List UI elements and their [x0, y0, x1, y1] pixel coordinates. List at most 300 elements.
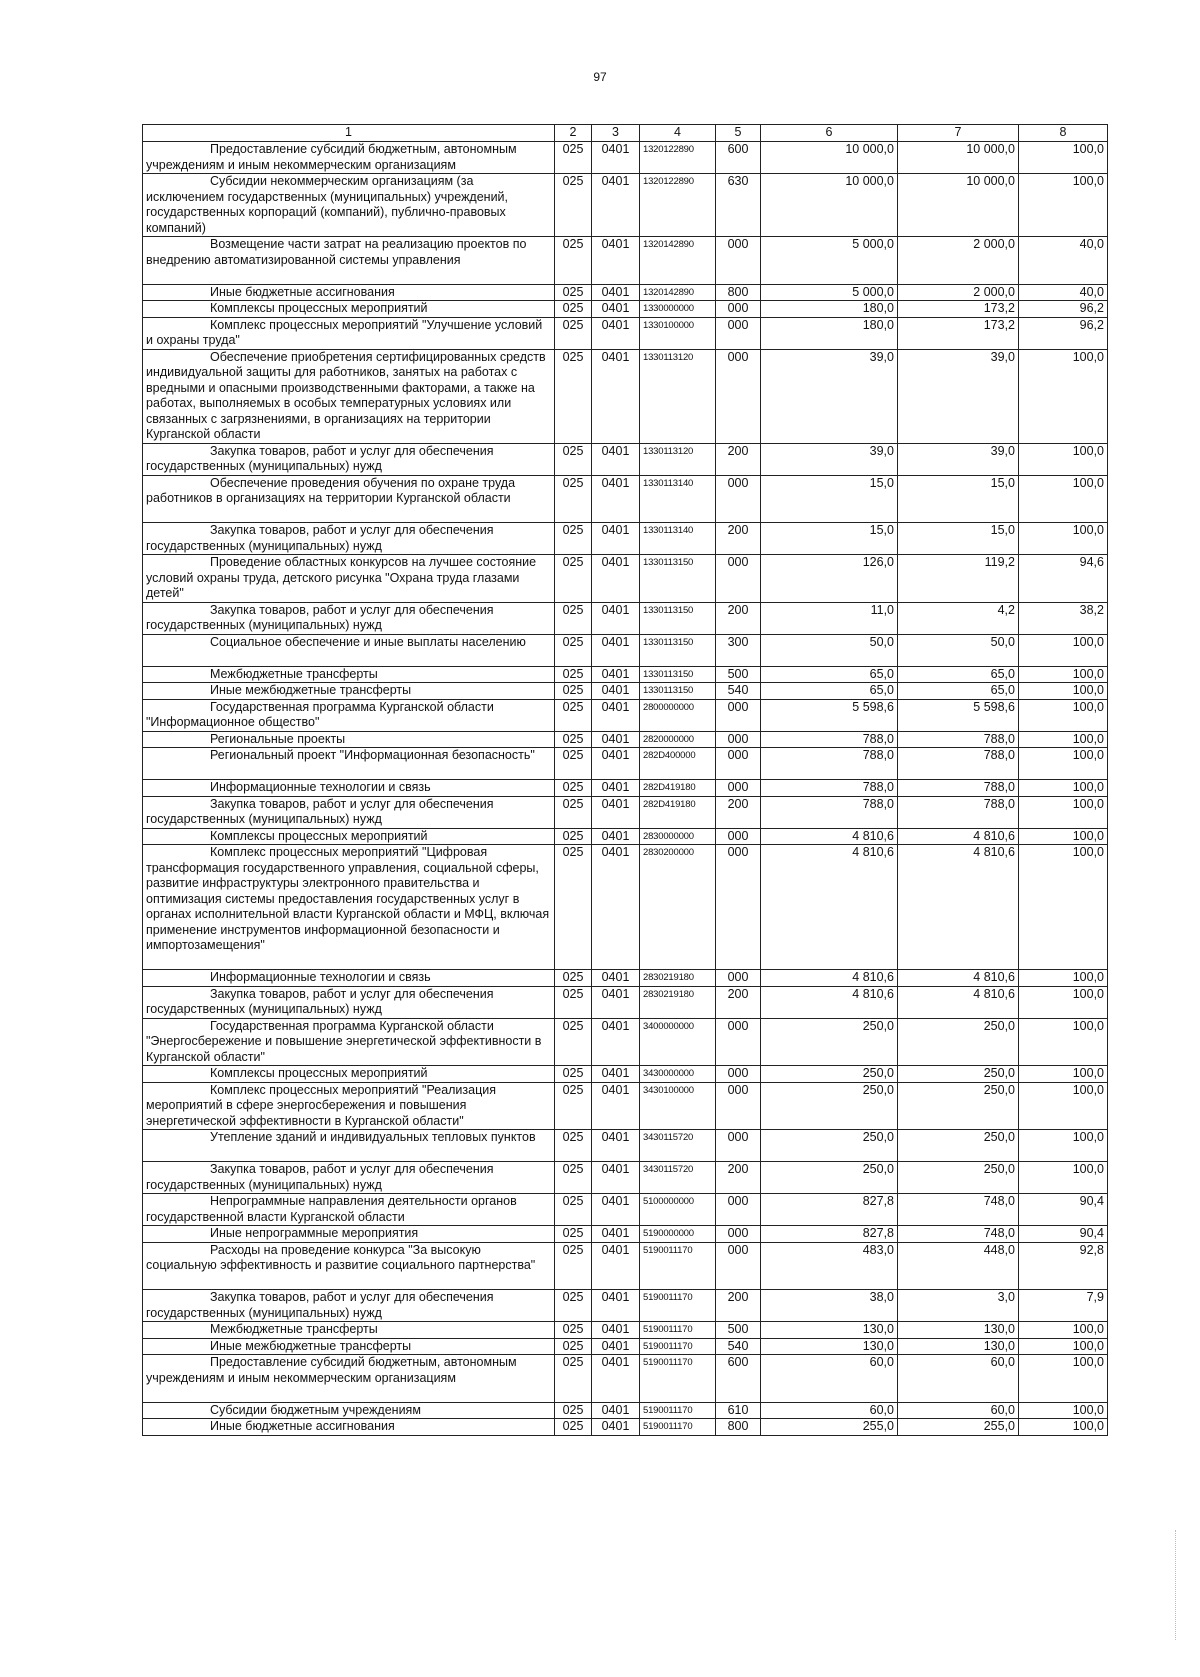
planned-amount-cell: 4 810,6	[761, 970, 898, 987]
percent-cell: 90,4	[1019, 1194, 1108, 1226]
section-code-cell: 0401	[592, 828, 640, 845]
table-row	[143, 828, 1108, 845]
executed-amount-cell: 788,0	[898, 796, 1019, 828]
planned-amount-cell: 39,0	[761, 349, 898, 443]
target-article-cell: 5190011170	[640, 1402, 716, 1419]
grbs-code-cell: 025	[555, 475, 592, 523]
row-name-cell: Субсидии некоммерческим организациям (за исключением государственных (муниципальных) учреждений, государственных корпораций (компаний), публично-правовых компаний)	[143, 174, 555, 237]
target-article-cell: 282D400000	[640, 748, 716, 780]
percent-cell: 100,0	[1019, 1018, 1108, 1066]
table-row	[143, 748, 1108, 780]
table-row	[143, 174, 1108, 237]
target-article-cell: 3430000000	[640, 1066, 716, 1083]
executed-amount-cell: 60,0	[898, 1355, 1019, 1403]
row-name-cell: Закупка товаров, работ и услуг для обеспечения государственных (муниципальных) нужд	[143, 796, 555, 828]
expense-type-cell: 000	[716, 349, 761, 443]
executed-amount-cell: 788,0	[898, 731, 1019, 748]
section-code-cell: 0401	[592, 237, 640, 285]
table-row	[143, 1290, 1108, 1322]
grbs-code-cell: 025	[555, 1290, 592, 1322]
percent-cell: 96,2	[1019, 301, 1108, 318]
section-code-cell: 0401	[592, 555, 640, 603]
budget-table	[142, 124, 1108, 1436]
percent-cell: 100,0	[1019, 1082, 1108, 1130]
target-article-cell: 1320142890	[640, 237, 716, 285]
target-article-cell: 5100000000	[640, 1194, 716, 1226]
expense-type-cell: 200	[716, 602, 761, 634]
table-body	[143, 125, 1108, 1436]
grbs-code-cell: 025	[555, 1130, 592, 1162]
planned-amount-cell: 126,0	[761, 555, 898, 603]
section-code-cell: 0401	[592, 142, 640, 174]
row-name-cell: Социальное обеспечение и иные выплаты населению	[143, 634, 555, 666]
executed-amount-cell: 60,0	[898, 1402, 1019, 1419]
table-row	[143, 683, 1108, 700]
section-code-cell: 0401	[592, 1355, 640, 1403]
planned-amount-cell: 250,0	[761, 1066, 898, 1083]
table-row	[143, 301, 1108, 318]
percent-cell: 100,0	[1019, 666, 1108, 683]
executed-amount-cell: 173,2	[898, 317, 1019, 349]
executed-amount-cell: 2 000,0	[898, 284, 1019, 301]
header-cell: 5	[716, 125, 761, 142]
section-code-cell: 0401	[592, 683, 640, 700]
row-name-cell: Государственная программа Курганской области "Информационное общество"	[143, 699, 555, 731]
section-code-cell: 0401	[592, 475, 640, 523]
grbs-code-cell: 025	[555, 780, 592, 797]
percent-cell: 100,0	[1019, 634, 1108, 666]
target-article-cell: 5190011170	[640, 1355, 716, 1403]
section-code-cell: 0401	[592, 1242, 640, 1290]
target-article-cell: 1330113140	[640, 475, 716, 523]
expense-type-cell: 000	[716, 828, 761, 845]
row-name-cell: Закупка товаров, работ и услуг для обеспечения государственных (муниципальных) нужд	[143, 1162, 555, 1194]
executed-amount-cell: 250,0	[898, 1066, 1019, 1083]
table-row	[143, 349, 1108, 443]
percent-cell: 100,0	[1019, 986, 1108, 1018]
executed-amount-cell: 173,2	[898, 301, 1019, 318]
percent-cell: 100,0	[1019, 1355, 1108, 1403]
section-code-cell: 0401	[592, 284, 640, 301]
table-row	[143, 1419, 1108, 1436]
expense-type-cell: 000	[716, 1082, 761, 1130]
table-row	[143, 1018, 1108, 1066]
expense-type-cell: 200	[716, 523, 761, 555]
planned-amount-cell: 5 598,6	[761, 699, 898, 731]
percent-cell: 100,0	[1019, 796, 1108, 828]
row-name-cell: Иные бюджетные ассигнования	[143, 1419, 555, 1436]
grbs-code-cell: 025	[555, 1338, 592, 1355]
table-row	[143, 970, 1108, 987]
grbs-code-cell: 025	[555, 1242, 592, 1290]
percent-cell: 100,0	[1019, 1322, 1108, 1339]
header-cell: 7	[898, 125, 1019, 142]
grbs-code-cell: 025	[555, 683, 592, 700]
grbs-code-cell: 025	[555, 1018, 592, 1066]
percent-cell: 100,0	[1019, 523, 1108, 555]
section-code-cell: 0401	[592, 634, 640, 666]
row-name-cell: Иные межбюджетные трансферты	[143, 683, 555, 700]
row-name-cell: Межбюджетные трансферты	[143, 666, 555, 683]
header-cell: 2	[555, 125, 592, 142]
table-row	[143, 555, 1108, 603]
planned-amount-cell: 39,0	[761, 443, 898, 475]
row-name-cell: Закупка товаров, работ и услуг для обеспечения государственных (муниципальных) нужд	[143, 443, 555, 475]
row-name-cell: Иные непрограммные мероприятия	[143, 1226, 555, 1243]
grbs-code-cell: 025	[555, 443, 592, 475]
planned-amount-cell: 130,0	[761, 1322, 898, 1339]
table-row	[143, 1066, 1108, 1083]
section-code-cell: 0401	[592, 845, 640, 970]
executed-amount-cell: 130,0	[898, 1322, 1019, 1339]
planned-amount-cell: 60,0	[761, 1355, 898, 1403]
section-code-cell: 0401	[592, 1226, 640, 1243]
table-row	[143, 602, 1108, 634]
percent-cell: 100,0	[1019, 1338, 1108, 1355]
expense-type-cell: 200	[716, 986, 761, 1018]
row-name-cell: Региональный проект "Информационная безопасность"	[143, 748, 555, 780]
section-code-cell: 0401	[592, 1066, 640, 1083]
executed-amount-cell: 4 810,6	[898, 828, 1019, 845]
percent-cell: 40,0	[1019, 237, 1108, 285]
expense-type-cell: 000	[716, 1018, 761, 1066]
expense-type-cell: 800	[716, 1419, 761, 1436]
target-article-cell: 282D419180	[640, 796, 716, 828]
grbs-code-cell: 025	[555, 731, 592, 748]
header-cell: 1	[143, 125, 555, 142]
row-name-cell: Предоставление субсидий бюджетным, автономным учреждениям и иным некоммерческим организациям	[143, 1355, 555, 1403]
target-article-cell: 282D419180	[640, 780, 716, 797]
table-row	[143, 475, 1108, 523]
row-name-cell: Комплекс процессных мероприятий "Улучшение условий и охраны труда"	[143, 317, 555, 349]
section-code-cell: 0401	[592, 970, 640, 987]
grbs-code-cell: 025	[555, 1419, 592, 1436]
expense-type-cell: 000	[716, 731, 761, 748]
grbs-code-cell: 025	[555, 1162, 592, 1194]
planned-amount-cell: 4 810,6	[761, 828, 898, 845]
row-name-cell: Утепление зданий и индивидуальных тепловых пунктов	[143, 1130, 555, 1162]
section-code-cell: 0401	[592, 602, 640, 634]
section-code-cell: 0401	[592, 174, 640, 237]
section-code-cell: 0401	[592, 780, 640, 797]
executed-amount-cell: 50,0	[898, 634, 1019, 666]
section-code-cell: 0401	[592, 1018, 640, 1066]
row-name-cell: Проведение областных конкурсов на лучшее состояние условий охраны труда, детского рисунка "Охрана труда глазами детей"	[143, 555, 555, 603]
target-article-cell: 1330113150	[640, 683, 716, 700]
target-article-cell: 2830219180	[640, 970, 716, 987]
section-code-cell: 0401	[592, 986, 640, 1018]
planned-amount-cell: 250,0	[761, 1082, 898, 1130]
row-name-cell: Возмещение части затрат на реализацию проектов по внедрению автоматизированной системы управления	[143, 237, 555, 285]
planned-amount-cell: 4 810,6	[761, 845, 898, 970]
table-row	[143, 317, 1108, 349]
executed-amount-cell: 65,0	[898, 666, 1019, 683]
grbs-code-cell: 025	[555, 284, 592, 301]
executed-amount-cell: 15,0	[898, 523, 1019, 555]
table-row	[143, 780, 1108, 797]
expense-type-cell: 600	[716, 1355, 761, 1403]
section-code-cell: 0401	[592, 731, 640, 748]
executed-amount-cell: 15,0	[898, 475, 1019, 523]
section-code-cell: 0401	[592, 1082, 640, 1130]
grbs-code-cell: 025	[555, 237, 592, 285]
grbs-code-cell: 025	[555, 555, 592, 603]
percent-cell: 100,0	[1019, 845, 1108, 970]
grbs-code-cell: 025	[555, 1082, 592, 1130]
executed-amount-cell: 788,0	[898, 780, 1019, 797]
percent-cell: 100,0	[1019, 970, 1108, 987]
percent-cell: 94,6	[1019, 555, 1108, 603]
table-row	[143, 1194, 1108, 1226]
row-name-cell: Расходы на проведение конкурса "За высокую социальную эффективность и развитие социального партнерства"	[143, 1242, 555, 1290]
percent-cell: 38,2	[1019, 602, 1108, 634]
row-name-cell: Комплексы процессных мероприятий	[143, 301, 555, 318]
table-row	[143, 699, 1108, 731]
target-article-cell: 1320122890	[640, 174, 716, 237]
row-name-cell: Закупка товаров, работ и услуг для обеспечения государственных (муниципальных) нужд	[143, 986, 555, 1018]
expense-type-cell: 000	[716, 301, 761, 318]
executed-amount-cell: 39,0	[898, 443, 1019, 475]
row-name-cell: Непрограммные направления деятельности органов государственной власти Курганской области	[143, 1194, 555, 1226]
grbs-code-cell: 025	[555, 1355, 592, 1403]
expense-type-cell: 200	[716, 1162, 761, 1194]
executed-amount-cell: 65,0	[898, 683, 1019, 700]
grbs-code-cell: 025	[555, 1402, 592, 1419]
planned-amount-cell: 10 000,0	[761, 174, 898, 237]
table-row	[143, 1355, 1108, 1403]
grbs-code-cell: 025	[555, 301, 592, 318]
target-article-cell: 2820000000	[640, 731, 716, 748]
grbs-code-cell: 025	[555, 699, 592, 731]
table-row	[143, 523, 1108, 555]
expense-type-cell: 000	[716, 1066, 761, 1083]
section-code-cell: 0401	[592, 796, 640, 828]
percent-cell: 100,0	[1019, 349, 1108, 443]
row-name-cell: Иные межбюджетные трансферты	[143, 1338, 555, 1355]
row-name-cell: Государственная программа Курганской области "Энергосбережение и повышение энергетической эффективности в Курганской области"	[143, 1018, 555, 1066]
planned-amount-cell: 255,0	[761, 1419, 898, 1436]
planned-amount-cell: 60,0	[761, 1402, 898, 1419]
expense-type-cell: 000	[716, 317, 761, 349]
executed-amount-cell: 2 000,0	[898, 237, 1019, 285]
expense-type-cell: 000	[716, 845, 761, 970]
target-article-cell: 5190011170	[640, 1242, 716, 1290]
expense-type-cell: 000	[716, 1226, 761, 1243]
percent-cell: 100,0	[1019, 748, 1108, 780]
executed-amount-cell: 748,0	[898, 1194, 1019, 1226]
planned-amount-cell: 11,0	[761, 602, 898, 634]
page-number: 97	[593, 70, 607, 84]
executed-amount-cell: 3,0	[898, 1290, 1019, 1322]
percent-cell: 100,0	[1019, 731, 1108, 748]
row-name-cell: Иные бюджетные ассигнования	[143, 284, 555, 301]
executed-amount-cell: 250,0	[898, 1130, 1019, 1162]
percent-cell: 96,2	[1019, 317, 1108, 349]
target-article-cell: 3430115720	[640, 1162, 716, 1194]
executed-amount-cell: 10 000,0	[898, 174, 1019, 237]
target-article-cell: 5190011170	[640, 1338, 716, 1355]
target-article-cell: 3430115720	[640, 1130, 716, 1162]
expense-type-cell: 610	[716, 1402, 761, 1419]
expense-type-cell: 000	[716, 1194, 761, 1226]
planned-amount-cell: 5 000,0	[761, 237, 898, 285]
header-cell: 4	[640, 125, 716, 142]
percent-cell: 100,0	[1019, 174, 1108, 237]
table-row	[143, 1338, 1108, 1355]
executed-amount-cell: 748,0	[898, 1226, 1019, 1243]
table-row	[143, 237, 1108, 285]
target-article-cell: 1330113120	[640, 443, 716, 475]
planned-amount-cell: 5 000,0	[761, 284, 898, 301]
section-code-cell: 0401	[592, 666, 640, 683]
row-name-cell: Закупка товаров, работ и услуг для обеспечения государственных (муниципальных) нужд	[143, 602, 555, 634]
section-code-cell: 0401	[592, 748, 640, 780]
planned-amount-cell: 483,0	[761, 1242, 898, 1290]
header-cell: 3	[592, 125, 640, 142]
target-article-cell: 1330113120	[640, 349, 716, 443]
section-code-cell: 0401	[592, 1402, 640, 1419]
executed-amount-cell: 39,0	[898, 349, 1019, 443]
grbs-code-cell: 025	[555, 349, 592, 443]
percent-cell: 100,0	[1019, 1402, 1108, 1419]
executed-amount-cell: 10 000,0	[898, 142, 1019, 174]
percent-cell: 100,0	[1019, 142, 1108, 174]
table-row	[143, 796, 1108, 828]
planned-amount-cell: 130,0	[761, 1338, 898, 1355]
row-name-cell: Субсидии бюджетным учреждениям	[143, 1402, 555, 1419]
percent-cell: 100,0	[1019, 1066, 1108, 1083]
target-article-cell: 5190011170	[640, 1419, 716, 1436]
row-name-cell: Информационные технологии и связь	[143, 780, 555, 797]
table-row	[143, 443, 1108, 475]
grbs-code-cell: 025	[555, 828, 592, 845]
section-code-cell: 0401	[592, 1322, 640, 1339]
row-name-cell: Межбюджетные трансферты	[143, 1322, 555, 1339]
expense-type-cell: 000	[716, 748, 761, 780]
expense-type-cell: 540	[716, 1338, 761, 1355]
section-code-cell: 0401	[592, 301, 640, 318]
planned-amount-cell: 827,8	[761, 1226, 898, 1243]
table-row	[143, 634, 1108, 666]
percent-cell: 92,8	[1019, 1242, 1108, 1290]
row-name-cell: Обеспечение проведения обучения по охране труда работников в организациях на территории Курганской области	[143, 475, 555, 523]
percent-cell: 40,0	[1019, 284, 1108, 301]
percent-cell: 100,0	[1019, 443, 1108, 475]
expense-type-cell: 000	[716, 1130, 761, 1162]
planned-amount-cell: 788,0	[761, 748, 898, 780]
scan-artifact	[1175, 1530, 1178, 1640]
grbs-code-cell: 025	[555, 1322, 592, 1339]
target-article-cell: 1330113140	[640, 523, 716, 555]
section-code-cell: 0401	[592, 523, 640, 555]
grbs-code-cell: 025	[555, 317, 592, 349]
table-row	[143, 1082, 1108, 1130]
target-article-cell: 5190011170	[640, 1322, 716, 1339]
grbs-code-cell: 025	[555, 796, 592, 828]
row-name-cell: Обеспечение приобретения сертифицированных средств индивидуальной защиты для работников, занятых на работах с вредными и опасными производственными факторами, а также на работах, выполняемых в особых температурных условиях или связанных с загрязнениями, в организациях на территории Курганской области	[143, 349, 555, 443]
percent-cell: 100,0	[1019, 1419, 1108, 1436]
expense-type-cell: 000	[716, 699, 761, 731]
section-code-cell: 0401	[592, 1290, 640, 1322]
planned-amount-cell: 50,0	[761, 634, 898, 666]
expense-type-cell: 000	[716, 1242, 761, 1290]
executed-amount-cell: 5 598,6	[898, 699, 1019, 731]
table-row	[143, 284, 1108, 301]
planned-amount-cell: 788,0	[761, 731, 898, 748]
expense-type-cell: 200	[716, 443, 761, 475]
table-row	[143, 1130, 1108, 1162]
expense-type-cell: 540	[716, 683, 761, 700]
percent-cell: 100,0	[1019, 828, 1108, 845]
executed-amount-cell: 250,0	[898, 1082, 1019, 1130]
grbs-code-cell: 025	[555, 602, 592, 634]
section-code-cell: 0401	[592, 1162, 640, 1194]
section-code-cell: 0401	[592, 1419, 640, 1436]
planned-amount-cell: 250,0	[761, 1018, 898, 1066]
target-article-cell: 1320142890	[640, 284, 716, 301]
planned-amount-cell: 827,8	[761, 1194, 898, 1226]
row-name-cell: Комплексы процессных мероприятий	[143, 1066, 555, 1083]
section-code-cell: 0401	[592, 317, 640, 349]
grbs-code-cell: 025	[555, 174, 592, 237]
grbs-code-cell: 025	[555, 523, 592, 555]
grbs-code-cell: 025	[555, 634, 592, 666]
table-row	[143, 1402, 1108, 1419]
target-article-cell: 1330113150	[640, 602, 716, 634]
target-article-cell: 1330113150	[640, 555, 716, 603]
grbs-code-cell: 025	[555, 970, 592, 987]
table-row	[143, 1162, 1108, 1194]
planned-amount-cell: 180,0	[761, 301, 898, 318]
section-code-cell: 0401	[592, 1130, 640, 1162]
grbs-code-cell: 025	[555, 986, 592, 1018]
row-name-cell: Комплекс процессных мероприятий "Реализация мероприятий в сфере энергосбережения и повышения энергетической эффективности в Курганской области"	[143, 1082, 555, 1130]
target-article-cell: 2800000000	[640, 699, 716, 731]
grbs-code-cell: 025	[555, 1194, 592, 1226]
row-name-cell: Комплексы процессных мероприятий	[143, 828, 555, 845]
expense-type-cell: 200	[716, 796, 761, 828]
grbs-code-cell: 025	[555, 748, 592, 780]
percent-cell: 100,0	[1019, 699, 1108, 731]
planned-amount-cell: 250,0	[761, 1130, 898, 1162]
planned-amount-cell: 788,0	[761, 780, 898, 797]
grbs-code-cell: 025	[555, 1066, 592, 1083]
table-row	[143, 1322, 1108, 1339]
percent-cell: 100,0	[1019, 1130, 1108, 1162]
section-code-cell: 0401	[592, 699, 640, 731]
planned-amount-cell: 180,0	[761, 317, 898, 349]
section-code-cell: 0401	[592, 1338, 640, 1355]
expense-type-cell: 800	[716, 284, 761, 301]
executed-amount-cell: 788,0	[898, 748, 1019, 780]
table-row	[143, 142, 1108, 174]
row-name-cell: Предоставление субсидий бюджетным, автономным учреждениям и иным некоммерческим организациям	[143, 142, 555, 174]
expense-type-cell: 000	[716, 237, 761, 285]
target-article-cell: 1330113150	[640, 666, 716, 683]
target-article-cell: 2830219180	[640, 986, 716, 1018]
expense-type-cell: 500	[716, 1322, 761, 1339]
expense-type-cell: 500	[716, 666, 761, 683]
target-article-cell: 2830000000	[640, 828, 716, 845]
expense-type-cell: 600	[716, 142, 761, 174]
grbs-code-cell: 025	[555, 845, 592, 970]
percent-cell: 100,0	[1019, 475, 1108, 523]
planned-amount-cell: 15,0	[761, 475, 898, 523]
grbs-code-cell: 025	[555, 1226, 592, 1243]
table-row	[143, 1242, 1108, 1290]
table-row	[143, 1226, 1108, 1243]
planned-amount-cell: 788,0	[761, 796, 898, 828]
